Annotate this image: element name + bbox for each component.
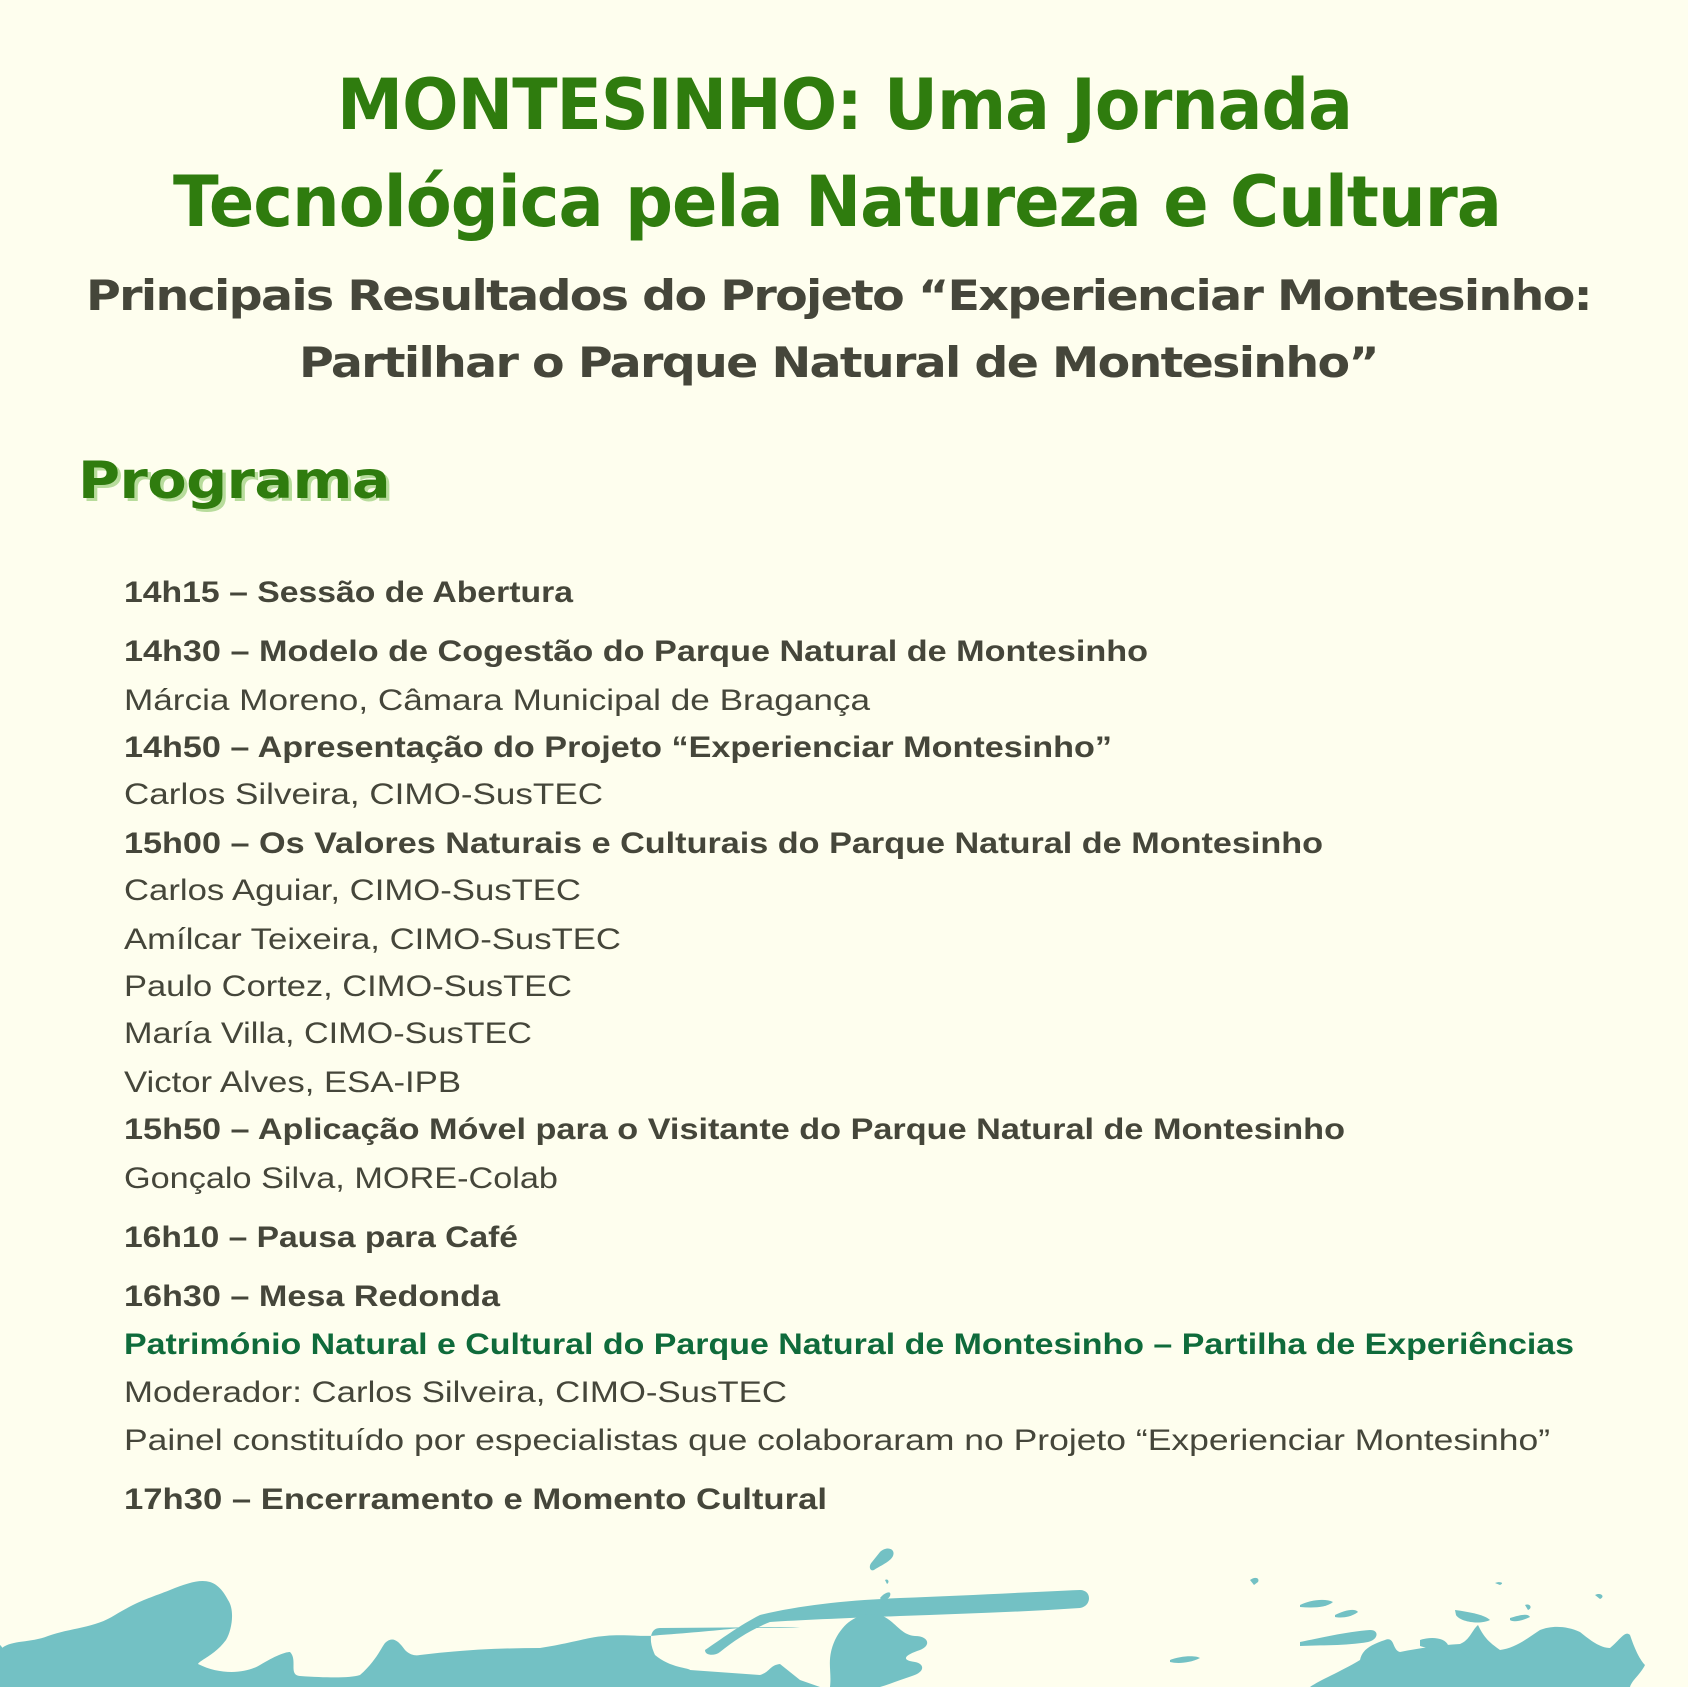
splash-shape	[885, 1579, 888, 1584]
splash-shape	[1525, 1605, 1531, 1610]
round-table-moderator: Moderador: Carlos Silveira, CIMO-SusTEC	[124, 1376, 787, 1409]
splash-shape	[1595, 1594, 1603, 1599]
program-slot: 14h50 – Apresentação do Projeto “Experienciar Montesinho”	[124, 731, 1112, 764]
program-speaker: Carlos Silveira, CIMO-SusTEC	[124, 778, 604, 811]
splash-shape	[880, 1592, 890, 1600]
program-speaker: Gonçalo Silva, MORE-Colab	[124, 1162, 558, 1195]
program-slot: 14h15 – Sessão de Abertura	[124, 576, 573, 609]
program-slot: 14h30 – Modelo de Cogestão do Parque Natural de Montesinho	[124, 635, 1149, 668]
splash-shape	[830, 1614, 927, 1687]
program-speaker: Paulo Cortez, CIMO-SusTEC	[124, 970, 573, 1003]
splash-shape	[870, 1549, 894, 1571]
program-slot: 15h50 – Aplicação Móvel para o Visitante do Parque Natural de Montesinho	[124, 1113, 1345, 1146]
splash-shape	[1310, 1625, 1645, 1687]
program-speaker: Márcia Moreno, Câmara Municipal de Bragança	[124, 684, 871, 717]
programa-heading: Programa	[78, 451, 391, 511]
program-slot: 17h30 – Encerramento e Momento Cultural	[124, 1483, 828, 1516]
event-subtitle-line-1: Principais Resultados do Projeto “Experienciar Montesinho:	[86, 271, 1591, 320]
program-slot: 15h00 – Os Valores Naturais e Culturais do Parque Natural de Montesinho	[124, 827, 1324, 860]
event-title-line-2: Tecnológica pela Natureza e Cultura	[173, 161, 1501, 243]
splash-shape	[1250, 1578, 1258, 1585]
splash-shape	[1420, 1638, 1448, 1648]
program-slot: 16h10 – Pausa para Café	[124, 1221, 518, 1254]
program-speaker: Carlos Aguiar, CIMO-SusTEC	[124, 874, 582, 907]
round-table-topic: Património Natural e Cultural do Parque Natural de Montesinho – Partilha de Experiências	[124, 1328, 1575, 1361]
splash-shape	[1300, 1600, 1333, 1608]
splash-shape	[1335, 1610, 1358, 1618]
splash-shape	[0, 1581, 820, 1687]
splash-shape	[1455, 1610, 1490, 1622]
event-subtitle-line-2: Partilhar o Parque Natural de Montesinho”	[299, 338, 1378, 387]
round-table-panel: Painel constituído por especialistas que colaboraram no Projeto “Experienciar Montesinho”	[124, 1424, 1551, 1457]
splash-shape	[705, 1590, 1089, 1655]
splash-shape	[1510, 1615, 1530, 1621]
program-speaker: María Villa, CIMO-SusTEC	[124, 1017, 532, 1050]
splash-shape	[1495, 1582, 1502, 1585]
splash-shape	[1170, 1656, 1200, 1663]
program-speaker: Victor Alves, ESA-IPB	[124, 1066, 461, 1099]
program-speaker: Amílcar Teixeira, CIMO-SusTEC	[124, 923, 622, 956]
program-slot: 16h30 – Mesa Redonda	[124, 1280, 500, 1313]
event-title-line-1: MONTESINHO: Uma Jornada	[337, 64, 1352, 146]
splash-shape	[1460, 1650, 1471, 1658]
splash-shape	[1300, 1630, 1377, 1646]
